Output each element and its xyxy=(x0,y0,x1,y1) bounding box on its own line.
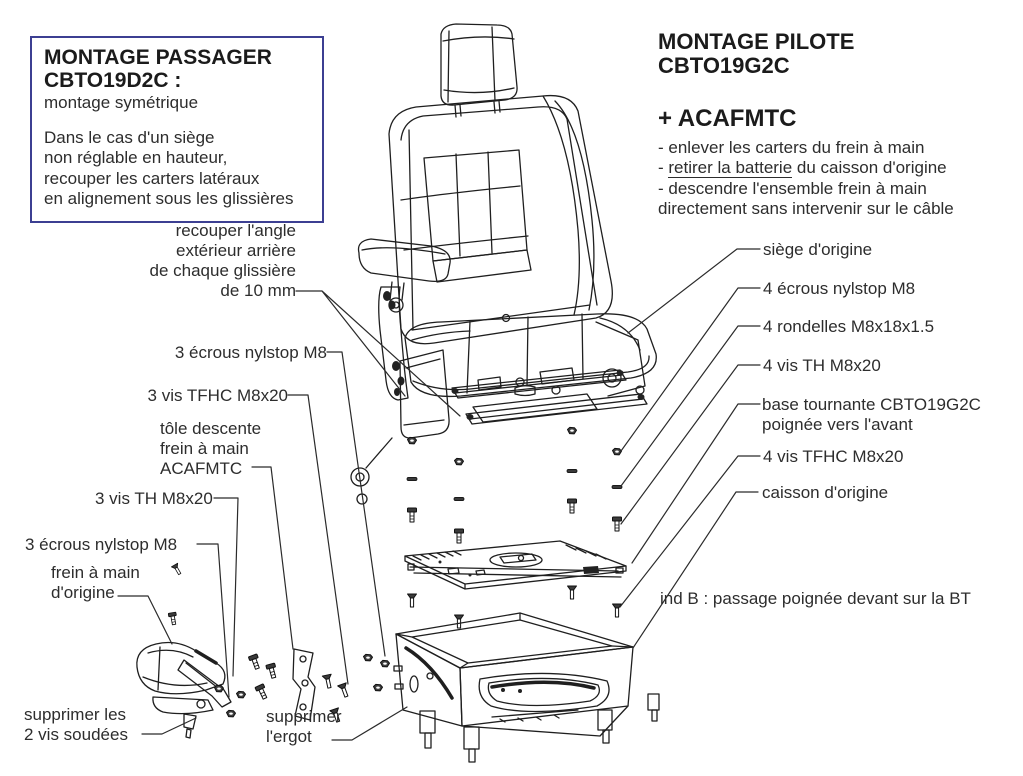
label-recut-angle-line: de 10 mm xyxy=(220,281,296,301)
pilot-bullet-2-underlined: retirer la batterie xyxy=(668,158,793,178)
passenger-note-line: non réglable en hauteur, xyxy=(44,148,228,168)
label-remove-welded-line: supprimer les xyxy=(24,705,127,724)
label-recut-angle xyxy=(150,221,296,301)
label-descent-plate-line: frein à main xyxy=(160,439,249,459)
pilot-bullet-2 xyxy=(658,158,954,179)
passenger-note-line: en alignement sous les glissières xyxy=(44,188,294,208)
label-descent-plate xyxy=(160,419,261,479)
label-swivel-base-line: base tournante CBTO19G2C xyxy=(762,395,981,414)
label-3-nuts-nylstop-bottom: 3 écrous nylstop M8 xyxy=(25,535,178,554)
pilot-bullet-1: - enlever les carters du frein à main xyxy=(658,137,925,157)
storage-box xyxy=(394,613,659,762)
passenger-title-line2: CBTO19D2C : xyxy=(44,69,182,93)
seat-headrest xyxy=(441,24,517,117)
label-descent-plate-line: ACAFMTC xyxy=(160,459,243,479)
seat-side-carter xyxy=(351,350,449,504)
passenger-subtitle: montage symétrique xyxy=(44,93,199,113)
seat-backrest xyxy=(389,96,612,344)
label-original-handbrake-line: frein à main xyxy=(51,563,140,582)
label-recut-angle-line: de chaque glissière xyxy=(149,261,296,281)
passenger-note-line: recouper les carters latéraux xyxy=(44,168,260,188)
label-3-nuts-nylstop-top: 3 écrous nylstop M8 xyxy=(174,343,327,362)
label-recut-angle-line: recouper l'angle xyxy=(175,221,296,240)
label-remove-welded-screws xyxy=(24,705,128,745)
seat-side-bracket xyxy=(379,287,408,400)
label-4-nuts-nylstop: 4 écrous nylstop M8 xyxy=(763,279,916,298)
seat-slide-rails xyxy=(452,368,648,424)
swivel-base-plate xyxy=(405,541,626,589)
pilot-bullet-3-line1: - descendre l'ensemble frein à main xyxy=(658,178,927,198)
label-4-screws-th: 4 vis TH M8x20 xyxy=(763,356,881,375)
pilot-title-line2: CBTO19G2C xyxy=(658,52,790,78)
pilot-section xyxy=(658,30,954,220)
label-remove-lug-line: l'ergot xyxy=(266,727,312,747)
label-original-box: caisson d'origine xyxy=(762,483,889,502)
label-recut-angle-line: extérieur arrière xyxy=(176,241,296,261)
label-3-screws-th: 3 vis TH M8x20 xyxy=(95,489,213,508)
label-original-handbrake xyxy=(51,563,140,603)
label-3-screws-tfhc: 3 vis TFHC M8x20 xyxy=(147,386,288,405)
passenger-note-line: Dans le cas d'un siège xyxy=(44,127,215,147)
label-remove-lug xyxy=(266,707,342,747)
passenger-note xyxy=(44,128,312,210)
pilot-addon-title: + ACAFMTC xyxy=(658,104,797,132)
label-ind-b: ind B : passage poignée devant sur la BT xyxy=(660,589,971,608)
pilot-bullets xyxy=(658,138,954,220)
passenger-note-box xyxy=(30,36,324,223)
pilot-title-line1: MONTAGE PILOTE xyxy=(658,29,855,54)
label-swivel-base xyxy=(762,395,981,435)
passenger-title-line1: MONTAGE PASSAGER xyxy=(44,46,272,69)
label-4-washers: 4 rondelles M8x18x1.5 xyxy=(763,317,935,336)
pilot-bullet-2-prefix: - xyxy=(658,158,669,178)
pilot-bullet-3-line2: directement sans intervenir sur le câble xyxy=(658,199,954,219)
pilot-bullet-2-suffix: du caisson d'origine xyxy=(792,158,947,178)
label-descent-plate-line: tôle descente xyxy=(160,419,262,438)
label-original-seat: siège d'origine xyxy=(763,240,873,259)
label-remove-lug-line: supprimer xyxy=(266,707,342,726)
seat-recline-mechanism xyxy=(596,318,645,396)
label-original-handbrake-line: d'origine xyxy=(51,583,115,603)
fastener-columns xyxy=(407,427,622,628)
label-swivel-base-line: poignée vers l'avant xyxy=(762,415,913,435)
label-remove-welded-line: 2 vis soudées xyxy=(24,725,128,745)
label-4-screws-tfhc: 4 vis TFHC M8x20 xyxy=(763,447,904,466)
